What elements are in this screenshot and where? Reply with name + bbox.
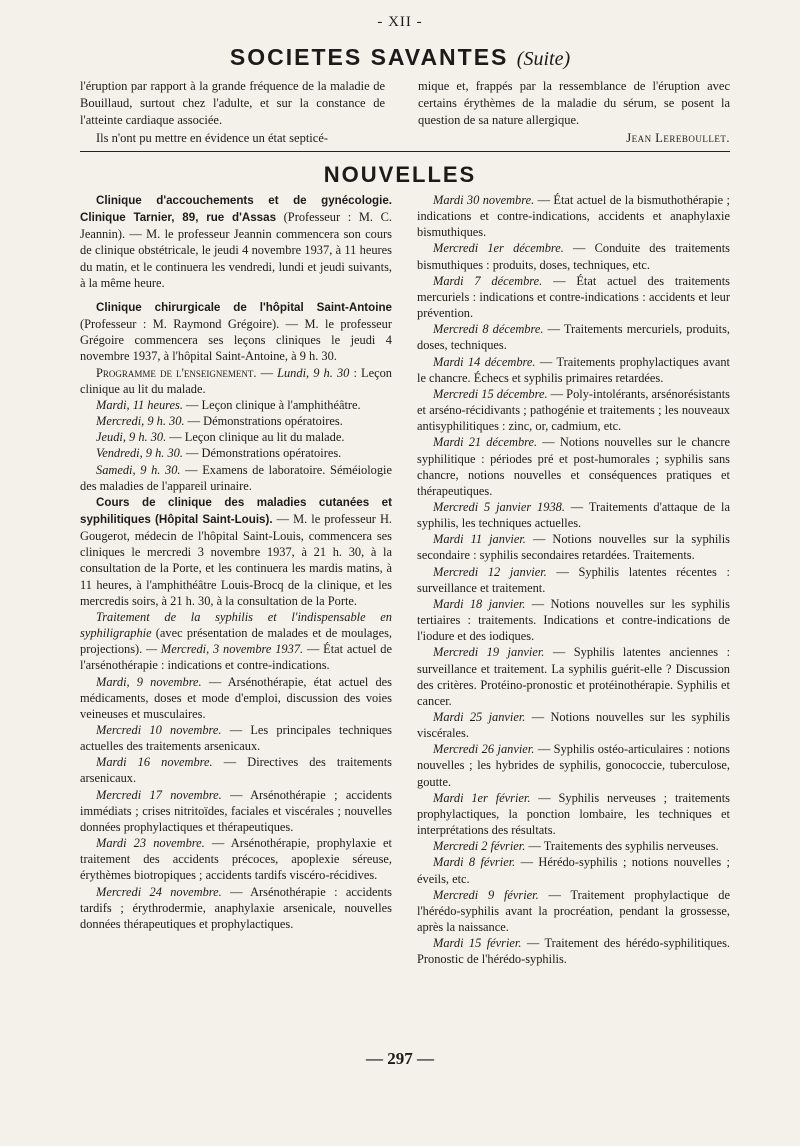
schedule-day: Mercredi 15 décembre. bbox=[433, 386, 548, 401]
schedule-text: — Poly-intolérants, arsénorésistants et arséno-récidivants ; pathogénie et traitements ; les nouveaux antisyphilitiques : zinc, or, cadmium, etc. bbox=[417, 386, 730, 434]
schedule-text: — Arsénothérapie ; accidents immédiats ; crises nitritoïdes, faciales et viscérales ; nouvelles données prophylactiques et thérapeutiques. bbox=[80, 787, 392, 834]
course-traitement-syphilis bbox=[80, 609, 392, 674]
schedule-entry bbox=[80, 835, 392, 883]
program-day: Lundi, 9 h. 30 bbox=[272, 365, 350, 380]
schedule-entry bbox=[417, 596, 730, 644]
schedule-day: Mercredi 8 décembre. bbox=[433, 322, 544, 337]
schedule-text: — Arsénothérapie, prophylaxie et traitement des accidents précoces, apoplexie séreuse, érythèmes biotropiques ; accidents tardifs viscéro-récidives. bbox=[80, 836, 392, 883]
schedule-text: — État actuel de la bismuthothérapie ; indications et contre-indications, accidents et anaphylaxie bismuthiques. bbox=[417, 193, 730, 240]
announcement-heading: Clinique chirurgicale de l'hôpital Saint-Antoine bbox=[96, 300, 392, 314]
schedule-day: Mardi 8 février. bbox=[433, 855, 516, 870]
section-title-suite: (Suite) bbox=[516, 48, 571, 70]
schedule-text: — Syphilis latentes récentes : surveillance et traitement. bbox=[417, 564, 730, 595]
schedule-day: Mardi 25 janvier. bbox=[433, 710, 526, 724]
schedule-text: — Traitements des syphilis nerveuses. bbox=[525, 839, 719, 854]
section-title bbox=[0, 44, 800, 71]
schedule-day: Mercredi 26 janvier. bbox=[433, 742, 535, 757]
schedule-day: Mardi 15 février. bbox=[433, 936, 522, 951]
schedule-text: — Arsénothérapie, état actuel des médicaments, doses et mode d'emploi, discussion des voies veineuses et musculaires. bbox=[80, 674, 392, 721]
program-label: Programme de l'enseignement. — bbox=[96, 365, 273, 380]
course-title: Traitement de la syphilis et l'indispensable en syphiligraphie bbox=[80, 609, 392, 641]
schedule-text: — Notions nouvelles sur le chancre syphilitique : périodes pré et post-humorales ; syphilis sans chancre, notions nouvelles et conséquences pratiques et thérapeutiques. bbox=[417, 435, 731, 498]
schedule-day: Mercredi 12 janvier. bbox=[433, 564, 547, 579]
program-mercredi bbox=[80, 413, 392, 429]
schedule-day: Mardi 1er février. bbox=[433, 790, 531, 805]
program-mardi bbox=[80, 397, 392, 413]
schedule-entry bbox=[417, 887, 730, 935]
schedule-text: — Traitement prophylactique de l'hérédo-syphilis avant la procréation, pendant la grossesse, après la naissance. bbox=[417, 887, 730, 935]
announcement-heading: Clinique d'accouchements et de gynécologie. Clinique Tarnier, 89, rue d'Assas bbox=[80, 194, 392, 225]
schedule-text: — Arsénothérapie : accidents tardifs ; érythrodermie, anaphylaxie arsenicale, nouvelles données thérapeutiques et prophylactiques. bbox=[80, 884, 392, 931]
continued-left-paragraph-2: Ils n'ont pu mettre en évidence un état septicé- bbox=[96, 130, 329, 145]
schedule-day: Mardi 21 décembre. bbox=[433, 435, 538, 450]
program-text: — Démonstrations opératoires. bbox=[182, 446, 342, 461]
schedule-text: — État actuel des traitements mercuriels : indications et contre-indications : accidents et leur prévention. bbox=[417, 273, 730, 321]
schedule-day: Mardi 30 novembre. bbox=[433, 193, 535, 207]
schedule-entry bbox=[417, 434, 730, 499]
schedule-entry bbox=[417, 564, 730, 596]
schedule-day: Mercredi 19 janvier. bbox=[433, 645, 545, 660]
schedule-text: — Traitements mercuriels, produits, doses, techniques. bbox=[417, 322, 730, 353]
schedule-day: Mardi 18 janvier. bbox=[433, 596, 526, 611]
schedule-text: — Traitements prophylactiques avant le chancre. Échecs et syphilis primaires retardées. bbox=[417, 354, 730, 385]
schedule-entry bbox=[80, 787, 392, 835]
schedule-entry bbox=[417, 709, 730, 741]
program-text: — Examens de laboratoire. Séméiologie des maladies de l'appareil urinaire. bbox=[80, 462, 392, 493]
schedule-text: — Syphilis nerveuses ; traitements prophylactiques, la ponction lombaire, les techniques et interprétations des résultats. bbox=[417, 790, 730, 838]
schedule-day: Mercredi 9 février. bbox=[433, 887, 539, 902]
schedule-entry bbox=[417, 192, 730, 240]
schedule-text: — Syphilis latentes anciennes : surveillance et traitement. La syphilis guérit-elle ? Discussion des critères. Protéino-pronostic et protéinothérapie. Syphilis et cancer. bbox=[417, 645, 731, 708]
schedule-text: — Directives des traitements arsenicaux. bbox=[80, 755, 392, 786]
schedule-entry bbox=[80, 674, 392, 722]
section-title-text: SOCIETES SAVANTES bbox=[229, 44, 509, 70]
schedule-entry bbox=[417, 354, 730, 386]
schedule-day: Mercredi 17 novembre. bbox=[96, 787, 222, 802]
page-number: — 297 — bbox=[366, 1049, 434, 1068]
schedule-day: Mardi 11 janvier. bbox=[433, 532, 526, 547]
author-signature: Jean Lereboullet. bbox=[626, 130, 730, 145]
schedule-day: Mercredi 1er décembre. bbox=[433, 241, 564, 256]
schedule-day: Mardi 14 décembre. bbox=[433, 354, 536, 369]
schedule-day: Mardi 23 novembre. bbox=[96, 836, 205, 851]
schedule-text: — Syphilis ostéo-articulaires : notions nouvelles ; les hybrides de syphilis, gonococcie, tuberculose, goutte. bbox=[417, 742, 730, 789]
schedule-entry bbox=[80, 884, 392, 932]
schedule-day: Mardi 7 décembre. bbox=[433, 273, 543, 288]
program-samedi bbox=[80, 462, 392, 494]
program-text: — Démonstrations opératoires. bbox=[184, 414, 343, 429]
program-day: Mardi, 11 heures. bbox=[96, 397, 183, 412]
schedule-entry bbox=[417, 741, 730, 789]
program-day: Mercredi, 9 h. 30. bbox=[96, 414, 185, 429]
nouvelles-left-column bbox=[80, 192, 392, 932]
continued-left-paragraph-1: l'éruption par rapport à la grande fréquence de la maladie de Bouillaud, surtout chez l'adulte, et sur la constance de l'atteinte cardiaque associée. bbox=[80, 79, 385, 128]
announcement-body: (Professeur : M. C. Jeannin). — M. le professeur Jeannin commencera son cours de clinique obstétricale, le jeudi 4 novembre 1937, à 11 heures du matin, et le continuera les vendredi, lundi et jeudi suivants, à la même heure. bbox=[80, 210, 392, 290]
schedule-entry bbox=[417, 531, 730, 563]
course-date: — Mercredi, 3 novembre 1937. bbox=[142, 642, 304, 657]
program-text: — Leçon clinique au lit du malade. bbox=[166, 430, 345, 445]
continued-right-column bbox=[418, 78, 730, 147]
program-lundi bbox=[80, 365, 392, 397]
schedule-entry bbox=[417, 240, 730, 272]
page-header-roman: - XII - bbox=[377, 14, 423, 30]
schedule-entry bbox=[417, 386, 730, 434]
schedule-text: — Notions nouvelles sur les syphilis viscérales. bbox=[417, 710, 730, 741]
schedule-entry bbox=[417, 273, 730, 321]
schedule-entry bbox=[80, 722, 392, 754]
schedule-entry bbox=[417, 644, 730, 709]
schedule-text: — Les principales techniques actuelles des traitements arsenicaux. bbox=[80, 723, 392, 754]
schedule-text: — Hérédo-syphilis ; notions nouvelles ; éveils, etc. bbox=[417, 855, 730, 886]
nouvelles-right-column bbox=[417, 192, 730, 968]
schedule-day: Mercredi 10 novembre. bbox=[96, 723, 222, 737]
program-day: Samedi, 9 h. 30. bbox=[96, 462, 181, 477]
program-day: Vendredi, 9 h. 30. bbox=[96, 446, 183, 461]
schedule-day: Mercredi 2 février. bbox=[433, 839, 526, 854]
program-text: : Leçon clinique au lit du malade. bbox=[80, 365, 392, 396]
schedule-day: Mardi 16 novembre. bbox=[96, 755, 213, 770]
nouvelles-title: NOUVELLES bbox=[323, 162, 477, 187]
course-desc: (avec présentation de malades et de moulages, projections). bbox=[80, 626, 392, 657]
schedule-entry bbox=[80, 754, 392, 786]
program-jeudi bbox=[80, 429, 392, 445]
schedule-text: — Notions nouvelles sur les syphilis tertiaires : traitements. Indications et contre-indications de l'iodure et des iodiques. bbox=[417, 596, 730, 644]
schedule-text: — Traitements d'attaque de la syphilis, les techniques actuelles. bbox=[417, 499, 730, 531]
schedule-entry bbox=[417, 935, 730, 967]
schedule-text: — Traitement des hérédo-syphilitiques. Pronostic de l'hérédo-syphilis. bbox=[417, 936, 730, 967]
schedule-day: Mercredi 5 janvier 1938. bbox=[433, 499, 565, 514]
schedule-day: Mercredi 24 novembre. bbox=[96, 884, 222, 899]
program-vendredi bbox=[80, 445, 392, 461]
continued-right-paragraph: mique et, frappés par la ressemblance de l'éruption avec certains érythèmes de la maladie du sérum, se posent la question de sa nature allergique. bbox=[418, 79, 730, 128]
schedule-entry bbox=[417, 838, 730, 854]
schedule-entry bbox=[417, 854, 730, 886]
program-text: — Leçon clinique à l'amphithéâtre. bbox=[182, 397, 361, 412]
announcement-heading: Cours de clinique des maladies cutanées et syphilitiques (Hôpital Saint-Louis). bbox=[80, 495, 392, 526]
section-divider bbox=[80, 151, 730, 152]
announcement-tarnier bbox=[80, 192, 392, 291]
course-topic: — État actuel de l'arsénothérapie : indications et contre-indications. bbox=[80, 642, 392, 673]
announcement-saint-antoine bbox=[80, 299, 392, 365]
schedule-entry bbox=[417, 321, 730, 353]
program-day: Jeudi, 9 h. 30. bbox=[96, 430, 167, 445]
schedule-entry bbox=[417, 790, 730, 838]
announcement-body: — M. le professeur H. Gougerot, médecin de l'hôpital Saint-Louis, commencera ses cliniques le mercredi 3 novembre 1937, à 21 h. 30, à la consultation de la Porte, et les continuera les mardis matins, à 11 heures, à l'amphithéâtre Louis-Brocq de la clinique, et les mercredis soirs, à 21 h. 30, à la consultation de la Porte. bbox=[80, 511, 392, 608]
schedule-day: Mardi, 9 novembre. bbox=[96, 674, 202, 689]
announcement-saint-louis bbox=[80, 494, 392, 609]
schedule-entry bbox=[417, 499, 730, 531]
schedule-text: — Conduite des traitements bismuthiques : produits, doses, techniques, etc. bbox=[417, 241, 730, 272]
announcement-body: (Professeur : M. Raymond Grégoire). — M. le professeur Grégoire commencera ses leçons cliniques le jeudi 4 novembre 1937, à l'hôpital Saint-Antoine, à 9 h. 30. bbox=[80, 317, 392, 364]
continued-left-column bbox=[80, 78, 385, 147]
schedule-text: — Notions nouvelles sur la syphilis secondaire : syphilis secondaires retardées. Traitements. bbox=[417, 532, 730, 563]
